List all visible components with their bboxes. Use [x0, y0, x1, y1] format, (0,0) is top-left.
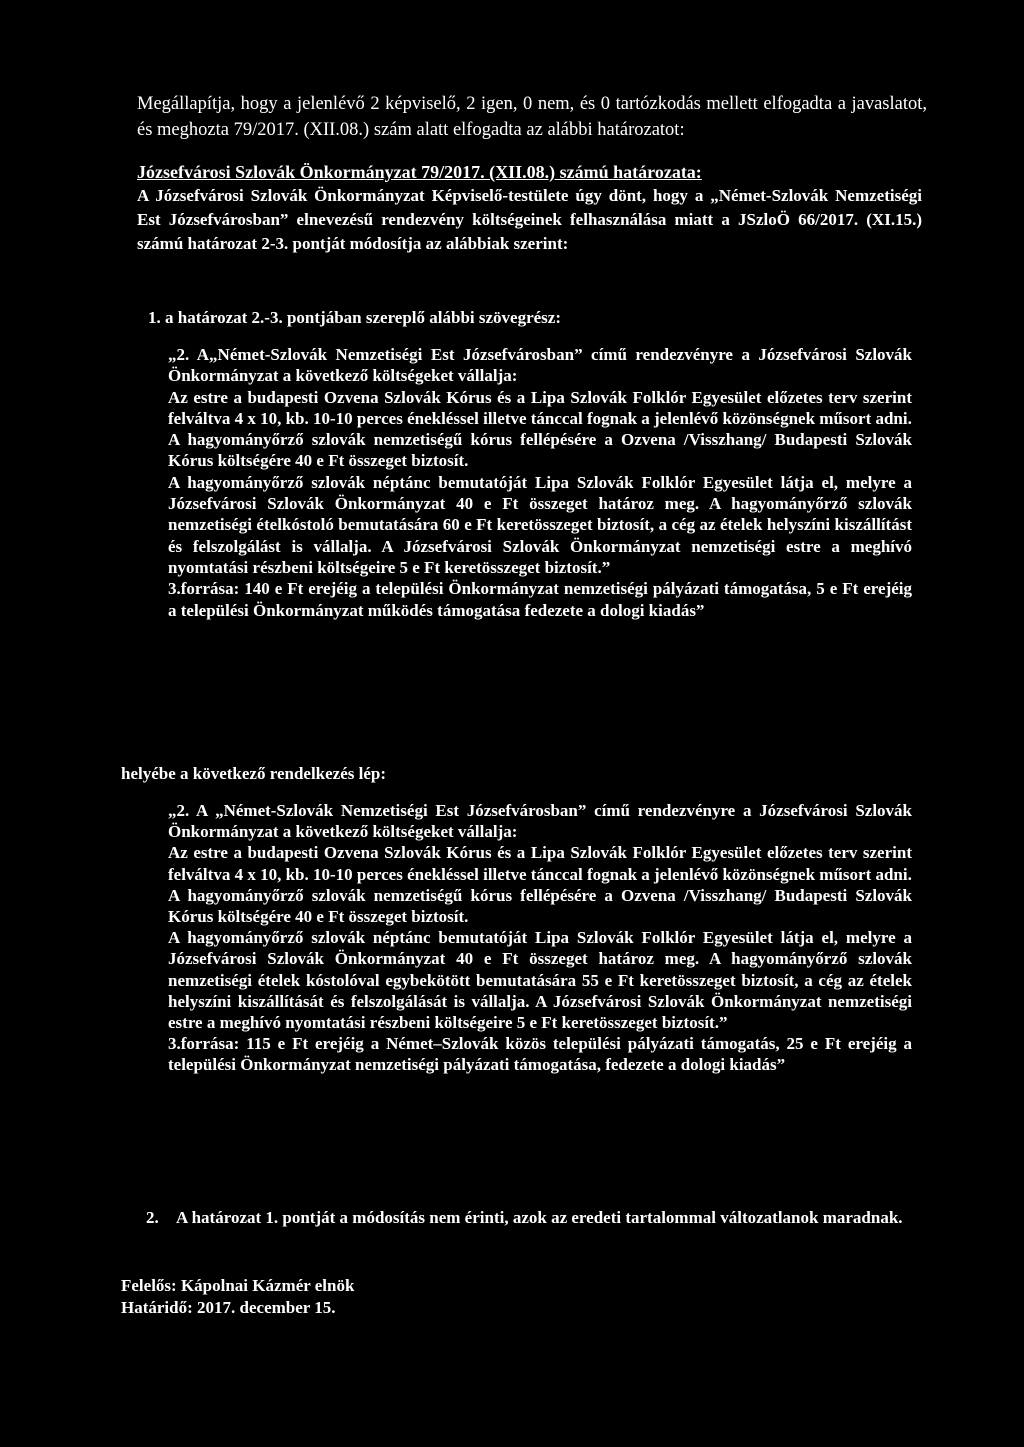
point-2-text: A határozat 1. pontját a módosítás nem érinti, azok az eredeti tartalommal változatlanok maradnak. [176, 1208, 903, 1227]
original-text-paragraph: A hagyományőrző szlovák néptánc bemutatóját Lipa Szlovák Folklór Egyesület látja el, melyre a Józsefvárosi Szlovák Önkormányzat 40 e Ft összeget határoz meg. A hagyományőrző szlovák nemzetiségi ételkóstoló bemutatására 60 e Ft keretösszeget biztosít, a cég az ételek helyszíni kiszállítást és felszolgálást is vállalja. A Józsefvárosi Szlovák Önkormányzat nemzetiségi estre a meghívó nyomtatási részbeni költségeire 5 e Ft keretösszeget biztosít.” [168, 472, 912, 577]
original-text-paragraph: Az estre a budapesti Ozvena Szlovák Kórus és a Lipa Szlovák Folklór Egyesület előzetes terv szerint felváltva 4 x 10, kb. 10-10 perces énekléssel illetve tánccal fognak a jelenlévő közönségnek műsort adni. [168, 387, 912, 428]
deadline-line: Határidő: 2017. december 15. [121, 1298, 336, 1317]
original-text-paragraph: 3.forrása: 140 e Ft erejéig a települési Önkormányzat nemzetiségi pályázati támogatása, 5 e Ft erejéig a települési Önkormányzat működés támogatása fedezete a dologi kiadás” [168, 579, 912, 620]
new-text-paragraph: A hagyományőrző szlovák néptánc bemutatóját Lipa Szlovák Folklór Egyesület látja el, melyre a Józsefvárosi Szlovák Önkormányzat 40 e Ft összeget határoz meg. A hagyományőrző szlovák nemzetiségi ételek kóstolóval egybekötött bemutatására 55 e Ft keretösszeget biztosít, a cég az ételek helyszíni kiszállítását és felszolgálását is vállalja. A Józsefvárosi Szlovák Önkormányzat nemzetiségi estre a meghívó nyomtatási részbeni költségeire 5 e Ft keretösszeget biztosít.” [168, 928, 912, 1033]
responsible-line: Felelős: Kápolnai Kázmér elnök [121, 1276, 355, 1295]
decision-paragraph: A Józsefvárosi Szlovák Önkormányzat Képviselő-testülete úgy dönt, hogy a „Német-Szlovák Nemzetiségi Est Józsefvárosban” elnevezésű rendezvény költségeinek felhasználása miatt a JSzloÖ 66/2017. (XI.15.) számú határozat 2-3. pontját módosítja az alábbiak szerint: [137, 186, 922, 253]
signature-block [121, 1275, 354, 1319]
intro-paragraph: Megállapítja, hogy a jelenlévő 2 képviselő, 2 igen, 0 nem, és 0 tartózkodás mellett elfogadta a javaslatot, és meghozta 79/2017. (XII.08.) szám alatt elfogadta az alábbi határozatot: [137, 94, 927, 140]
new-text-paragraph: 3.forrása: 115 e Ft erejéig a Német–Szlovák közös települési pályázati támogatás, 25 e Ft erejéig a települési Önkormányzat nemzetiségi pályázati támogatása, fedezete a dologi kiadás” [168, 1034, 912, 1075]
replacement-label: helyébe a következő rendelkezés lép: [121, 764, 387, 783]
point-2-number: 2. [146, 1208, 159, 1227]
new-text-paragraph: „2. A „Német-Szlovák Nemzetiségi Est Józsefvárosban” című rendezvényre a Józsefvárosi Szlovák Önkormányzat a következő költségeket vállalja: [168, 801, 912, 842]
point-2 [146, 1206, 912, 1229]
new-text-paragraph: Az estre a budapesti Ozvena Szlovák Kórus és a Lipa Szlovák Folklór Egyesület előzetes terv szerint felváltva 4 x 10, kb. 10-10 perces énekléssel illetve tánccal fognak a jelenlévő közönségnek műsort adni. [168, 843, 912, 884]
original-text-block [168, 344, 912, 621]
point-1-heading: 1. a határozat 2.-3. pontjában szereplő alábbi szövegrész: [148, 308, 562, 327]
original-text-paragraph: A hagyományőrző szlovák nemzetiségű kórus fellépésére a Ozvena /Visszhang/ Budapesti Szlovák Kórus költségére 40 e Ft összeget biztosít. [168, 430, 912, 471]
new-text-paragraph: A hagyományőrző szlovák nemzetiségű kórus fellépésére a Ozvena /Visszhang/ Budapesti Szlovák Kórus költségére 40 e Ft összeget biztosít. [168, 885, 912, 927]
original-text-paragraph: „2. A„Német-Szlovák Nemzetiségi Est Józsefvárosban” című rendezvényre a Józsefvárosi Szlovák Önkormányzat a következő költségeket vállalja: [168, 345, 912, 386]
resolution-title: Józsefvárosi Szlovák Önkormányzat 79/2017. (XII.08.) számú határozata: [137, 162, 702, 182]
new-text-block [168, 800, 912, 1076]
